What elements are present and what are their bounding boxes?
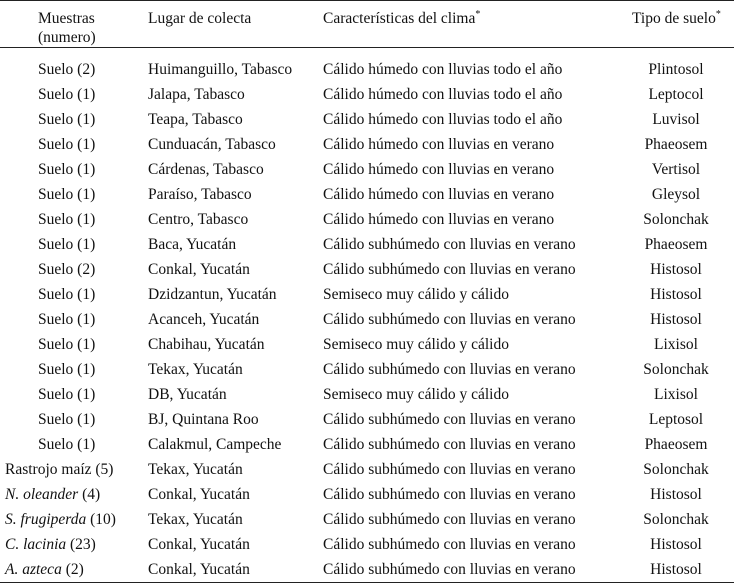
- header-row: [0, 1, 734, 48]
- cell-climate: Cálido subhúmedo con lluvias en verano: [323, 436, 576, 453]
- table-row: [0, 157, 734, 182]
- table-header: [0, 1, 734, 48]
- cell-sample: [0, 507, 142, 532]
- table-row: [0, 107, 734, 132]
- footnote-mark: *: [475, 8, 481, 20]
- table-row: [0, 282, 734, 307]
- cell-sample: [0, 532, 142, 557]
- cell-climate: Cálido húmedo con lluvias en verano: [323, 211, 555, 228]
- table-row: [0, 48, 734, 83]
- cell-soil-type: Plintosol: [648, 61, 704, 78]
- cell-climate: Cálido subhúmedo con lluvias en verano: [323, 536, 576, 553]
- cell-climate: Semiseco muy cálido y cálido: [323, 386, 509, 403]
- cell-collection-place: BJ, Quintana Roo: [148, 411, 259, 428]
- cell-soil-type: Solonchak: [643, 511, 709, 528]
- cell-climate: Cálido húmedo con lluvias todo el año: [323, 111, 563, 128]
- cell-sample-text: Suelo (2): [38, 61, 96, 78]
- cell-collection-place: Paraíso, Tabasco: [148, 186, 252, 203]
- cell-sample: [0, 107, 142, 132]
- table-row: [0, 132, 734, 157]
- cell-climate: Cálido subhúmedo con lluvias en verano: [317, 557, 622, 583]
- table-row: [0, 557, 734, 583]
- cell-soil-type: Phaeosem: [644, 436, 708, 453]
- table-row: [0, 257, 734, 282]
- cell-collection-place: Conkal, Yucatán: [142, 557, 317, 583]
- cell-climate: Semiseco muy cálido y cálido: [323, 286, 509, 303]
- table-row: [0, 432, 734, 457]
- cell-climate: Cálido húmedo con lluvias en verano: [323, 161, 555, 178]
- cell-sample: [0, 48, 142, 83]
- cell-sample: [0, 432, 142, 457]
- table-row: [0, 457, 734, 482]
- cell-sample: [0, 307, 142, 332]
- cell-collection-place: Calakmul, Campeche: [148, 436, 282, 453]
- header-samples: [0, 1, 142, 48]
- cell-sample: [0, 257, 142, 282]
- table-row: [0, 382, 734, 407]
- table-row: [0, 182, 734, 207]
- cell-climate: Cálido subhúmedo con lluvias en verano: [323, 461, 576, 478]
- table-row: [0, 307, 734, 332]
- cell-collection-place: Conkal, Yucatán: [148, 536, 250, 553]
- cell-sample-text: Suelo (1): [38, 336, 96, 353]
- cell-collection-place: DB, Yucatán: [148, 386, 227, 403]
- cell-sample-text: Suelo (1): [38, 211, 96, 228]
- header-climate: [317, 1, 622, 48]
- cell-sample-text: Suelo (1): [38, 361, 96, 378]
- species-name: S. frugiperda: [5, 511, 87, 528]
- cell-collection-place: Tekax, Yucatán: [148, 361, 243, 378]
- cell-sample-text: Suelo (1): [38, 136, 96, 153]
- cell-climate: Cálido húmedo con lluvias todo el año: [323, 86, 563, 103]
- table-row: [0, 232, 734, 257]
- cell-collection-place: Teapa, Tabasco: [148, 111, 243, 128]
- cell-collection-place: Cárdenas, Tabasco: [148, 161, 264, 178]
- cell-climate: Cálido subhúmedo con lluvias en verano: [323, 486, 576, 503]
- table-row: [0, 482, 734, 507]
- cell-sample: [0, 457, 142, 482]
- cell-sample: [0, 482, 142, 507]
- cell-sample-text: Suelo (1): [38, 436, 96, 453]
- cell-collection-place: Chabihau, Yucatán: [148, 336, 265, 353]
- cell-sample: [0, 357, 142, 382]
- cell-sample: [0, 332, 142, 357]
- cell-sample: [0, 132, 142, 157]
- cell-soil-type: Lixisol: [654, 386, 698, 403]
- species-name: N. oleander: [5, 486, 79, 503]
- cell-collection-place: Dzidzantun, Yucatán: [148, 286, 277, 303]
- cell-collection-place: Acanceh, Yucatán: [148, 311, 260, 328]
- cell-collection-place: Conkal, Yucatán: [148, 261, 250, 278]
- cell-climate: Cálido subhúmedo con lluvias en verano: [323, 236, 576, 253]
- header-soil-type: [622, 1, 734, 48]
- table-row: [0, 207, 734, 232]
- sample-count: (2): [61, 561, 84, 578]
- cell-soil-type: Histosol: [650, 286, 702, 303]
- cell-sample-text: [0, 507, 116, 532]
- cell-soil-type: Histosol: [622, 557, 734, 583]
- cell-collection-place: Cunduacán, Tabasco: [148, 136, 276, 153]
- footnote-mark: *: [715, 8, 721, 20]
- cell-climate: Cálido subhúmedo con lluvias en verano: [323, 411, 576, 428]
- sample-count: (4): [78, 486, 101, 503]
- species-name: A. azteca: [5, 561, 62, 578]
- sample-count: (10): [86, 511, 116, 528]
- cell-collection-place: Conkal, Yucatán: [148, 486, 250, 503]
- cell-sample: [0, 82, 142, 107]
- cell-soil-type: Vertisol: [651, 161, 701, 178]
- cell-soil-type: Phaeosem: [644, 236, 708, 253]
- cell-soil-type: Solonchak: [643, 211, 709, 228]
- table-body: [0, 48, 734, 583]
- header-samples-line2: (numero): [38, 29, 96, 46]
- cell-collection-place: Jalapa, Tabasco: [148, 86, 245, 103]
- cell-sample: [0, 407, 142, 432]
- cell-sample: [0, 232, 142, 257]
- cell-soil-type: Gleysol: [651, 186, 701, 203]
- cell-sample: [0, 157, 142, 182]
- cell-sample: [0, 182, 142, 207]
- cell-collection-place: Baca, Yucatán: [148, 236, 237, 253]
- sample-count: (23): [66, 536, 96, 553]
- cell-sample-text: Suelo (2): [38, 261, 96, 278]
- cell-climate: Cálido húmedo con lluvias en verano: [323, 136, 555, 153]
- cell-sample-text: Suelo (1): [38, 186, 96, 203]
- cell-soil-type: Leptosol: [648, 411, 704, 428]
- cell-climate: Cálido subhúmedo con lluvias en verano: [323, 261, 576, 278]
- cell-collection-place: Tekax, Yucatán: [148, 461, 243, 478]
- cell-soil-type: Histosol: [650, 536, 702, 553]
- cell-soil-type: Solonchak: [643, 461, 709, 478]
- header-collection-place-label: Lugar de colecta: [148, 10, 252, 27]
- cell-sample-text: Suelo (1): [38, 236, 96, 253]
- cell-climate: Semiseco muy cálido y cálido: [323, 336, 509, 353]
- header-soil-type-label: Tipo de suelo: [632, 10, 716, 27]
- cell-sample-text: [0, 557, 84, 582]
- cell-climate: Cálido subhúmedo con lluvias en verano: [323, 361, 576, 378]
- table-row: [0, 507, 734, 532]
- cell-climate: Cálido húmedo con lluvias en verano: [323, 186, 555, 203]
- table-row: [0, 357, 734, 382]
- cell-sample: [0, 382, 142, 407]
- cell-soil-type: Luvisol: [652, 111, 700, 128]
- cell-soil-type: Histosol: [650, 486, 702, 503]
- cell-sample-text: Rastrojo maíz (5): [5, 461, 114, 478]
- cell-soil-type: Lixisol: [654, 336, 698, 353]
- species-name: C. lacinia: [5, 536, 67, 553]
- header-samples-line1: Muestras: [38, 10, 95, 27]
- table-row: [0, 407, 734, 432]
- cell-sample-text: Suelo (1): [38, 86, 96, 103]
- cell-soil-type: Phaeosem: [644, 136, 708, 153]
- cell-soil-type: Histosol: [650, 311, 702, 328]
- cell-soil-type: Leptocol: [648, 86, 704, 103]
- cell-sample-text: Suelo (1): [38, 111, 96, 128]
- cell-climate: Cálido subhúmedo con lluvias en verano: [323, 511, 576, 528]
- cell-soil-type: Histosol: [650, 261, 702, 278]
- cell-collection-place: Centro, Tabasco: [148, 211, 249, 228]
- cell-collection-place: Tekax, Yucatán: [148, 511, 243, 528]
- cell-sample: [0, 557, 142, 583]
- cell-sample: [0, 207, 142, 232]
- cell-soil-type: Solonchak: [643, 361, 709, 378]
- header-collection-place: [142, 1, 317, 48]
- header-climate-label: Características del clima: [323, 10, 476, 27]
- cell-sample: [0, 282, 142, 307]
- table-row: [0, 82, 734, 107]
- cell-sample-text: Suelo (1): [38, 161, 96, 178]
- cell-sample-text: Suelo (1): [38, 386, 96, 403]
- cell-sample-text: Suelo (1): [38, 286, 96, 303]
- cell-sample-text: Suelo (1): [38, 311, 96, 328]
- table-row: [0, 532, 734, 557]
- cell-sample-text: Suelo (1): [38, 411, 96, 428]
- cell-collection-place: Huimanguillo, Tabasco: [148, 61, 293, 78]
- cell-sample-text: [0, 482, 100, 507]
- cell-sample-text: [0, 532, 96, 557]
- table-row: [0, 332, 734, 357]
- cell-climate: Cálido húmedo con lluvias todo el año: [323, 61, 563, 78]
- cell-climate: Cálido subhúmedo con lluvias en verano: [323, 311, 576, 328]
